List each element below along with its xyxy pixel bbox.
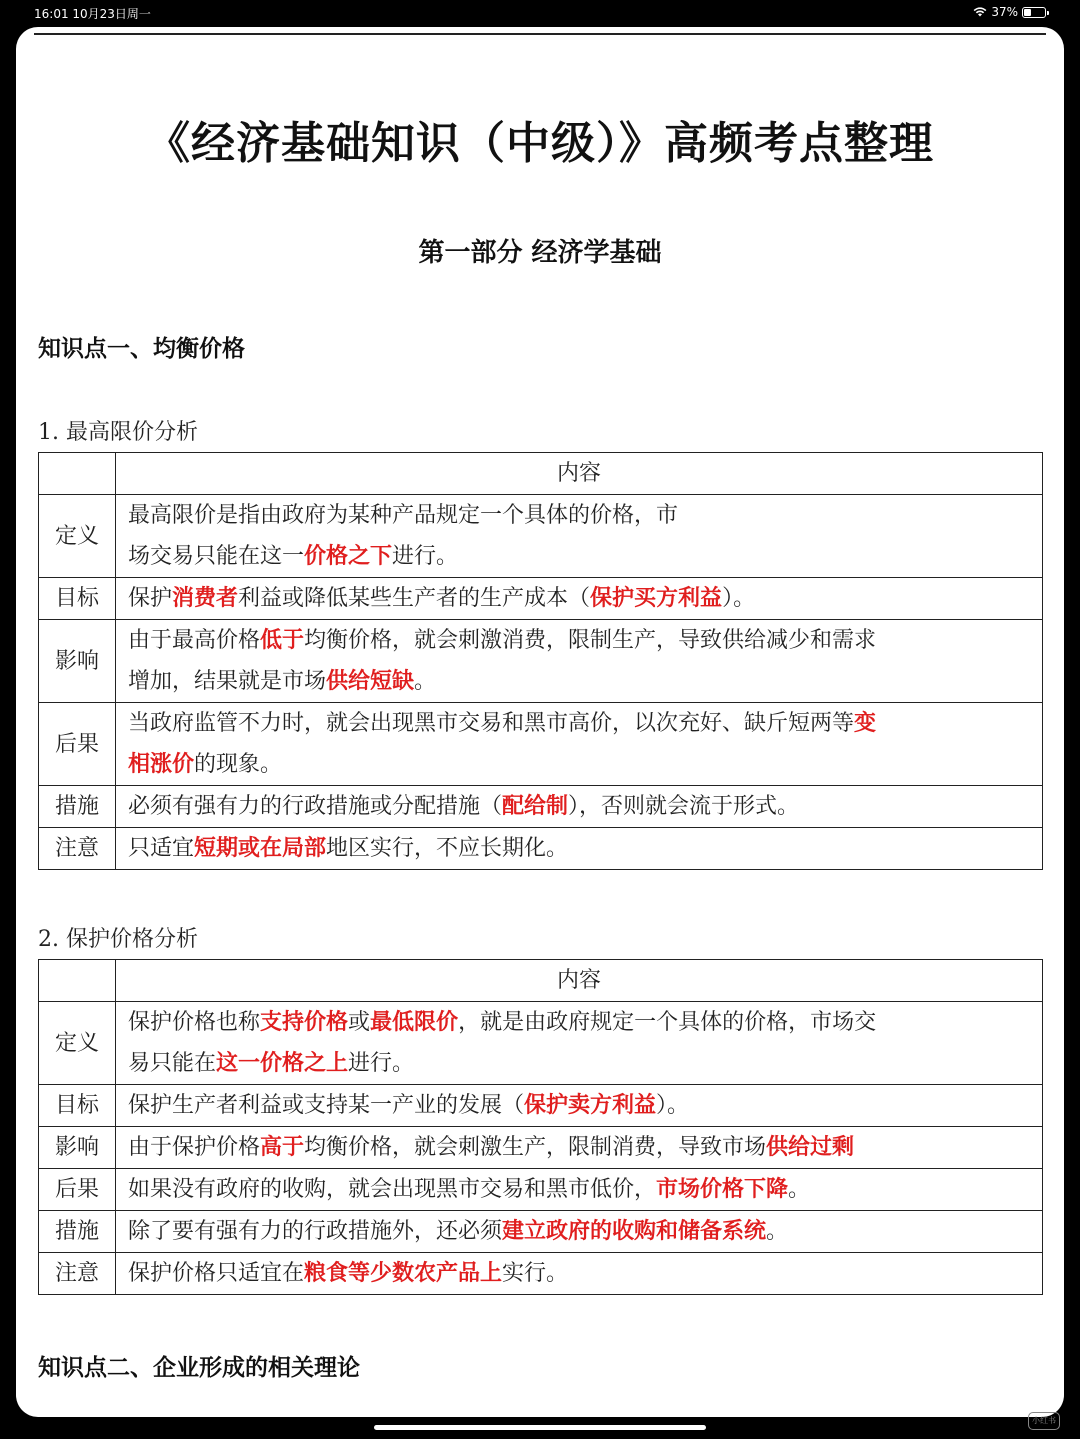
row-label: 定义 — [39, 1002, 116, 1085]
table-row — [39, 828, 1043, 870]
status-right — [973, 5, 1046, 19]
watermark-logo: 小红书 — [1028, 1412, 1060, 1430]
body-text: ）。 — [656, 1093, 690, 1118]
table-2-column-header: 内容 — [116, 960, 1043, 1002]
row-content — [116, 703, 1043, 786]
row-content — [116, 828, 1043, 870]
table-1-corner-cell — [39, 453, 116, 495]
table-row — [39, 620, 1043, 703]
body-text: 保护价格只适宜在 — [128, 1261, 305, 1286]
body-text: 保护价格也称 — [128, 1010, 261, 1035]
highlight-text: 保护买方利益 — [590, 585, 723, 611]
battery-icon — [1022, 7, 1046, 18]
row-content — [116, 1211, 1043, 1253]
price-ceiling-table — [38, 452, 1043, 870]
body-text: 由于最高价格 — [128, 628, 261, 653]
part-title: 第一部分 经济学基础 — [418, 238, 662, 268]
table-row — [39, 1253, 1043, 1295]
table-row — [39, 786, 1043, 828]
body-text: 进行。 — [392, 544, 459, 569]
body-text: ）。 — [722, 586, 756, 611]
highlight-text: 供给过剩 — [766, 1134, 855, 1160]
table-row — [39, 1169, 1043, 1211]
highlight-text: 这一价格之上 — [216, 1050, 349, 1076]
document-page[interactable] — [16, 27, 1064, 1417]
row-label: 目标 — [39, 578, 116, 620]
row-label: 定义 — [39, 495, 116, 578]
table-row — [39, 1085, 1043, 1127]
wifi-icon — [973, 7, 987, 17]
row-content — [116, 495, 1043, 578]
highlight-text: 价格之下 — [304, 543, 393, 569]
highlight-text: 保护卖方利益 — [524, 1092, 657, 1118]
document-title: 《经济基础知识（中级）》高频考点整理 — [146, 118, 934, 169]
highlight-text: 低于 — [260, 627, 305, 653]
table-row — [39, 495, 1043, 578]
highlight-text: 变 — [854, 710, 877, 736]
row-label: 注意 — [39, 828, 116, 870]
body-text: 均衡价格，就会刺激消费，限制生产，导致供给减少和需求 — [304, 628, 877, 653]
knowledge-point-1: 知识点一、均衡价格 — [38, 336, 245, 362]
row-content — [116, 786, 1043, 828]
body-text: 只适宜 — [128, 836, 195, 861]
body-text: 场交易只能在这一 — [128, 544, 305, 569]
body-text: 实行。 — [502, 1261, 569, 1286]
body-text: 的现象。 — [194, 752, 283, 777]
body-text: 易只能在 — [128, 1051, 217, 1076]
row-label: 措施 — [39, 786, 116, 828]
table-row — [39, 1211, 1043, 1253]
knowledge-point-2: 知识点二、企业形成的相关理论 — [38, 1355, 360, 1381]
body-text: 进行。 — [348, 1051, 415, 1076]
row-label: 影响 — [39, 1127, 116, 1169]
body-text: 均衡价格，就会刺激生产，限制消费，导致市场 — [304, 1135, 767, 1160]
price-floor-table — [38, 959, 1043, 1295]
status-time: 16:01 10月23日周一 — [34, 7, 151, 21]
table-1-header-row — [39, 453, 1043, 495]
body-text: 增加，结果就是市场 — [128, 669, 327, 694]
highlight-text: 支持价格 — [260, 1009, 349, 1035]
table-1-column-header: 内容 — [116, 453, 1043, 495]
body-text: 保护生产者利益或支持某一产业的发展（ — [128, 1093, 525, 1118]
row-label: 措施 — [39, 1211, 116, 1253]
highlight-text: 短期或在局部 — [194, 835, 327, 861]
top-rule — [34, 33, 1046, 35]
body-text: 由于保护价格 — [128, 1135, 261, 1160]
row-content — [116, 1253, 1043, 1295]
row-label: 影响 — [39, 620, 116, 703]
battery-percent: 37% — [991, 5, 1018, 19]
body-text: 必须有强有力的行政措施或分配措施（ — [128, 794, 503, 819]
body-text: 利益或降低某些生产者的生产成本（ — [238, 586, 591, 611]
highlight-text: 供给短缺 — [326, 668, 415, 694]
row-content — [116, 578, 1043, 620]
body-text: 最高限价是指由政府为某种产品规定一个具体的价格，市 — [128, 503, 679, 528]
body-text: 当政府监管不力时，就会出现黑市交易和黑市高价，以次充好、缺斤短两等 — [128, 711, 855, 736]
table-2-header-row — [39, 960, 1043, 1002]
highlight-text: 相涨价 — [128, 751, 195, 777]
body-text: 。 — [414, 669, 437, 694]
highlight-text: 配给制 — [502, 793, 569, 819]
body-text: 地区实行，不应长期化。 — [326, 836, 569, 861]
row-content — [116, 1002, 1043, 1085]
status-bar — [0, 0, 1080, 26]
highlight-text: 消费者 — [172, 585, 239, 611]
body-text: 如果没有政府的收购，就会出现黑市交易和黑市低价， — [128, 1177, 657, 1202]
body-text: ，就是由政府规定一个具体的价格，市场交 — [458, 1010, 877, 1035]
body-text: 保护 — [128, 586, 173, 611]
table-row — [39, 703, 1043, 786]
body-text: 。 — [788, 1177, 811, 1202]
body-text: 或 — [348, 1010, 371, 1035]
highlight-text: 粮食等少数农产品上 — [304, 1260, 503, 1286]
table-row — [39, 1127, 1043, 1169]
row-label: 后果 — [39, 703, 116, 786]
highlight-text: 高于 — [260, 1134, 305, 1160]
row-label: 注意 — [39, 1253, 116, 1295]
row-label: 目标 — [39, 1085, 116, 1127]
row-content — [116, 620, 1043, 703]
row-content — [116, 1169, 1043, 1211]
table-row — [39, 578, 1043, 620]
table-row — [39, 1002, 1043, 1085]
body-text: 除了要有强有力的行政措施外，还必须 — [128, 1219, 503, 1244]
home-indicator[interactable] — [374, 1425, 706, 1430]
row-content — [116, 1085, 1043, 1127]
section-2-heading: 2. 保护价格分析 — [38, 927, 198, 952]
body-text: 。 — [766, 1219, 789, 1244]
body-text: ），否则就会流于形式。 — [568, 794, 800, 819]
highlight-text: 市场价格下降 — [656, 1176, 789, 1202]
section-1-heading: 1. 最高限价分析 — [38, 420, 198, 445]
table-2-corner-cell — [39, 960, 116, 1002]
row-label: 后果 — [39, 1169, 116, 1211]
row-content — [116, 1127, 1043, 1169]
highlight-text: 建立政府的收购和储备系统 — [502, 1218, 767, 1244]
highlight-text: 最低限价 — [370, 1009, 459, 1035]
